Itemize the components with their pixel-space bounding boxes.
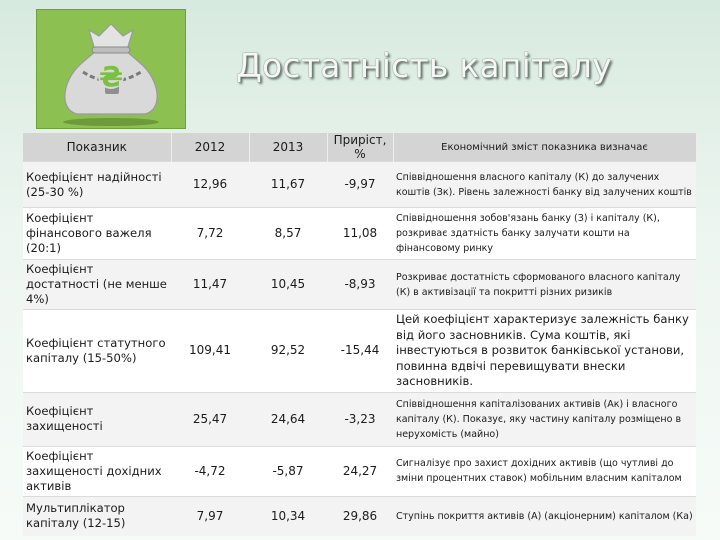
value-2012-cell: 12,96 <box>171 162 249 208</box>
money-bag-icon <box>37 10 185 128</box>
indicator-cell: Коефіцієнт надійності (25-30 %) <box>23 162 171 208</box>
currency-symbol: ₴ <box>98 60 124 93</box>
value-2012-cell: 25,47 <box>171 392 249 446</box>
value-2012-cell: 7,72 <box>171 208 249 260</box>
value-2012-cell: -4,72 <box>171 446 249 496</box>
meaning-cell: Співвідношення власного капіталу (К) до залучених коштів (Зк). Рівень залежності банку від залучених коштів <box>393 162 696 208</box>
table-row <box>23 260 696 310</box>
indicator-cell: Коефіцієнт захищеності дохідних активів <box>23 446 171 496</box>
header-2013: 2013 <box>249 133 327 162</box>
table-row <box>23 446 696 496</box>
value-2012-cell: 109,41 <box>171 310 249 393</box>
value-2012-cell: 7,97 <box>171 496 249 536</box>
meaning-cell: Розкриває достатність сформованого власного капіталу (К) в активізації та покритті різних ризиків <box>393 260 696 310</box>
value-2013-cell: 24,64 <box>249 392 327 446</box>
value-2013-cell: -5,87 <box>249 446 327 496</box>
header-2012: 2012 <box>171 133 249 162</box>
value-2012-cell: 11,47 <box>171 260 249 310</box>
table-row <box>23 392 696 446</box>
indicator-cell: Коефіцієнт достатності (не менше 4%) <box>23 260 171 310</box>
table-header-row <box>23 133 696 162</box>
growth-cell: -3,23 <box>327 392 393 446</box>
growth-cell: 29,86 <box>327 496 393 536</box>
indicator-cell: Коефіцієнт захищеності <box>23 392 171 446</box>
indicator-cell: Коефіцієнт статутного капіталу (15-50%) <box>23 310 171 393</box>
table-row <box>23 496 696 536</box>
growth-cell: -15,44 <box>327 310 393 393</box>
capital-adequacy-table <box>23 133 697 536</box>
growth-cell: 24,27 <box>327 446 393 496</box>
meaning-cell: Співвідношення зобов'язань банку (З) і капіталу (К), розкриває здатність банку залучати кошти на фінансовому ринку <box>393 208 696 260</box>
meaning-cell: Співвідношення капіталізованих активів (Ак) і власного капіталу (К). Показує, яку частину капіталу розміщено в нерухомість (майно) <box>393 392 696 446</box>
header-indicator: Показник <box>23 133 171 162</box>
value-2013-cell: 10,34 <box>249 496 327 536</box>
logo-tile <box>36 9 186 129</box>
header-growth: Приріст, % <box>327 133 393 162</box>
value-2013-cell: 92,52 <box>249 310 327 393</box>
indicator-cell: Коефіцієнт фінансового важеля (20:1) <box>23 208 171 260</box>
meaning-cell: Ступінь покриття активів (А) (акціонерним) капіталом (Ка) <box>393 496 696 536</box>
indicator-cell: Мультиплікатор капіталу (12-15) <box>23 496 171 536</box>
meaning-cell: Сигналізує про захист дохідних активів (що чутливі до зміни процентних ставок) мобільним власним капіталом <box>393 446 696 496</box>
value-2013-cell: 8,57 <box>249 208 327 260</box>
value-2013-cell: 11,67 <box>249 162 327 208</box>
growth-cell: -8,93 <box>327 260 393 310</box>
growth-cell: 11,08 <box>327 208 393 260</box>
header-meaning: Економічний зміст показника визначає <box>393 133 696 162</box>
page-title: Достатність капіталу <box>236 46 612 85</box>
table-row <box>23 208 696 260</box>
table-row <box>23 162 696 208</box>
meaning-cell: Цей коефіцієнт характеризує залежність банку від його засновників. Сума коштів, які інвестуються в розвиток банківської установи, повинна вдвічі перевищувати внески засновників. <box>393 310 696 393</box>
value-2013-cell: 10,45 <box>249 260 327 310</box>
table-row <box>23 310 696 393</box>
growth-cell: -9,97 <box>327 162 393 208</box>
